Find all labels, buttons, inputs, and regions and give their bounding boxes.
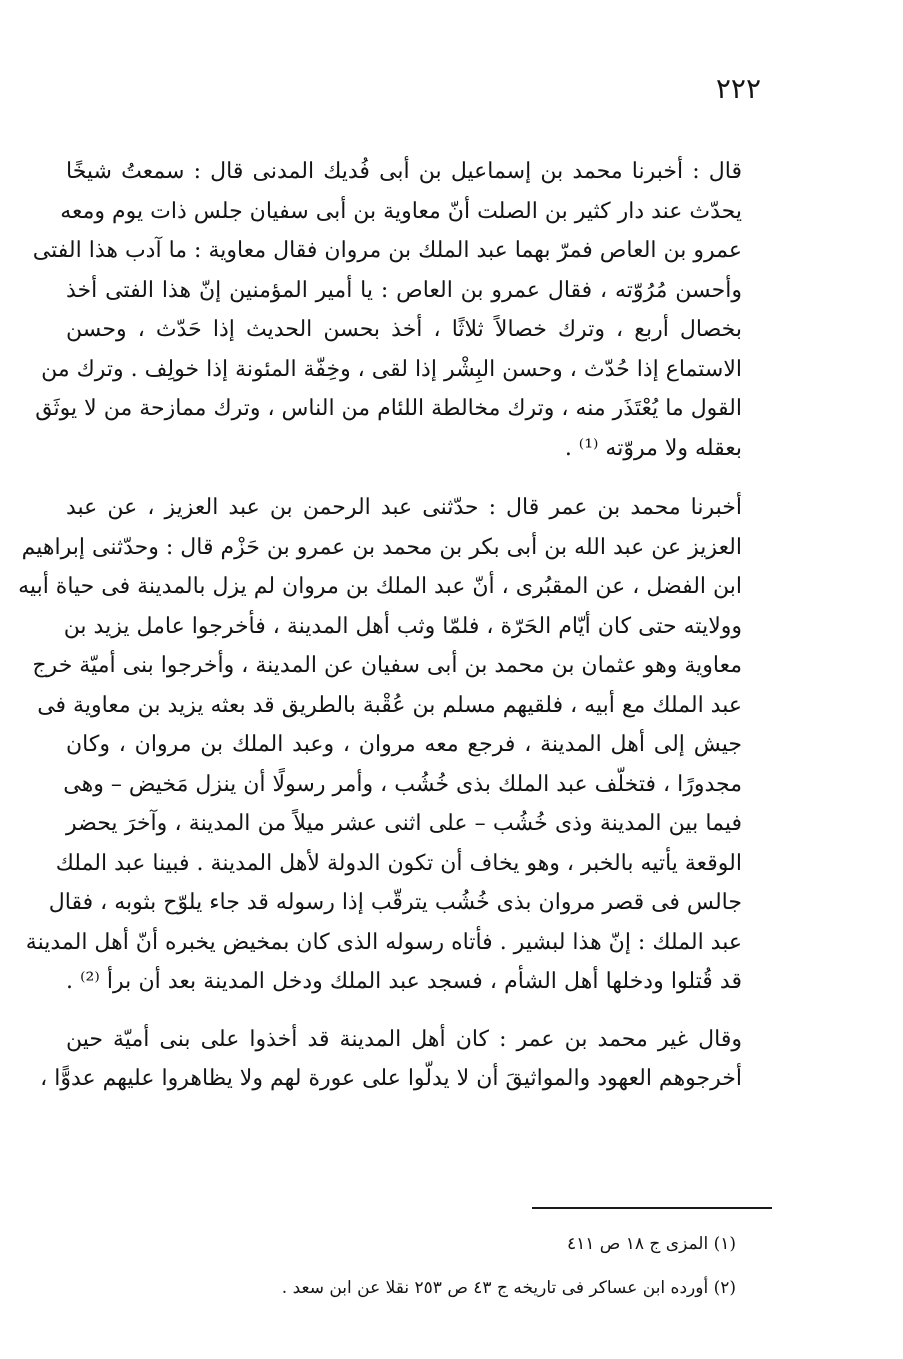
text-line: أخرجوهم العهود والمواثيقَ أن لا يدلّوا على عورة لهم ولا يظاهروا عليهم عدوًّا ، xyxy=(40,1066,742,1091)
text-line: مجدورًا ، فتخلّف عبد الملك بذى خُشُب ، وأمر رسولًا أن ينزل مَخيض – وهى xyxy=(63,771,742,797)
text-line: وولايته حتى كان أيّام الحَرّة ، فلمّا وثب أهل المدينة ، فأخرجوا عامل يزيد بن xyxy=(63,613,742,639)
page-number: ٢٢٢ xyxy=(715,72,761,105)
text-line: يحدّث عند دار كثير بن الصلت أنّ معاوية بن أبى سفيان جلس ذات يوم ومعه xyxy=(60,198,742,224)
text-line: وأحسن مُرُوّته ، فقال عمرو بن العاص : يا أمير المؤمنين إنّ هذا الفتى أخذ xyxy=(66,277,742,303)
text-line: الاستماع إذا حُدّث ، وحسن البِشْر إذا لقى ، وخِفّة المئونة إذا خولِف . وترك من xyxy=(41,356,742,382)
text-line: أخبرنا محمد بن عمر قال : حدّثنى عبد الرحمن بن عبد العزيز ، عن عبد xyxy=(66,495,742,520)
paragraph-3 xyxy=(40,1020,742,1099)
text-line: معاوية وهو عثمان بن محمد بن أبى سفيان عن المدينة ، وأخرجوا بنى أميّة خرج xyxy=(32,653,742,678)
text-line: بخصال أربع ، وترك خصالاً ثلاثًا ، أخذ بحسن الحديث إذا حَدّث ، وحسن xyxy=(66,317,742,342)
footnote-divider xyxy=(532,1207,772,1209)
text-line: عبد الملك : إنّ هذا لبشير . فأتاه رسوله الذى كان بمخيض يخبره أنّ أهل المدينة xyxy=(25,929,742,955)
text-line: قد قُتلوا ودخلها أهل الشأم ، فسجد عبد الملك ودخل المدينة بعد أن برأ ⁽²⁾ . xyxy=(66,969,742,994)
text-line: عمرو بن العاص فمرّ بهما عبد الملك بن مروان فقال معاوية : ما آدب هذا الفتى xyxy=(32,238,742,263)
footnotes xyxy=(136,1222,736,1310)
text-line: ابن الفضل ، عن المقبُرى ، أنّ عبد الملك بن مروان لم يزل بالمدينة فى حياة أبيه xyxy=(18,574,742,599)
paragraph-2 xyxy=(18,488,742,1002)
text-line: فيما بين المدينة وذى خُشُب – على اثنى عشر ميلاً من المدينة ، وآخرَ يحضر xyxy=(66,811,742,836)
footnote-1: (١) المزى ج ١٨ ص ٤١١ xyxy=(566,1234,736,1254)
text-line: جيش إلى أهل المدينة ، فرجع معه مروان ، وعبد الملك بن مروان ، وكان xyxy=(66,732,742,757)
text-line: بعقله ولا مروّته ⁽¹⁾ . xyxy=(564,435,742,461)
footnote-2: (٢) أورده ابن عساكر فى تاريخه ج ٤٣ ص ٢٥٣ نقلا عن ابن سعد . xyxy=(281,1278,736,1298)
body-text xyxy=(18,152,742,1099)
text-line: قال : أخبرنا محمد بن إسماعيل بن أبى فُديك المدنى قال : سمعتُ شيخًا xyxy=(66,159,742,184)
text-line: عبد الملك مع أبيه ، فلقيهم مسلم بن عُقْبة بالطريق قد بعثه يزيد بن معاوية فى xyxy=(37,692,742,718)
paragraph-1 xyxy=(32,152,742,468)
text-line: القول ما يُعْتَذَر منه ، وترك مخالطة اللئام من الناس ، وترك ممازحة من لا يوثَق xyxy=(35,396,742,421)
text-line: جالس فى قصر مروان بذى خُشُب يترقّب إذا رسوله قد جاء يلوّح بثوبه ، فقال xyxy=(48,890,742,915)
text-line: الوقعة يأتيه بالخبر ، وهو يخاف أن تكون الدولة لأهل المدينة . فبينا عبد الملك xyxy=(55,850,742,876)
text-line: العزيز عن عبد الله بن أبى بكر بن محمد بن عمرو بن حَزْم قال : وحدّثنى إبراهيم xyxy=(21,534,742,560)
text-line: وقال غير محمد بن عمر : كان أهل المدينة قد أخذوا على بنى أميّة حين xyxy=(66,1026,742,1052)
